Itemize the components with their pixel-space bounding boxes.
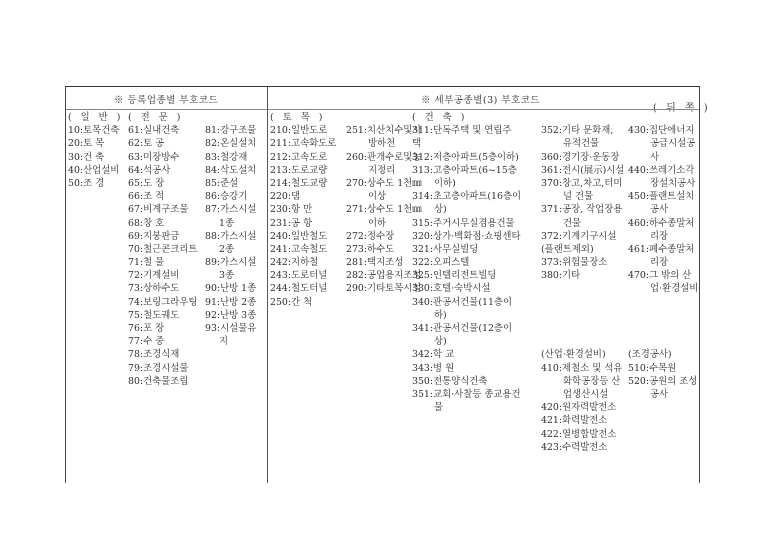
list-item: 421:화력발전소 xyxy=(541,415,608,427)
list-item: (플랜트제외) xyxy=(541,243,594,255)
list-item: 315:주거시무실겸용건물 xyxy=(412,217,515,229)
list-item: 231:공 항 xyxy=(270,217,313,229)
list-item: 66:조 적 xyxy=(128,191,165,203)
list-item: 340:관공서건물(11층이 xyxy=(412,296,513,308)
architecture-label: ( 건 축 ) xyxy=(412,112,468,123)
list-item: 상) xyxy=(434,204,447,216)
list-item: 342:학 교 xyxy=(412,349,455,361)
list-item: 68:창 호 xyxy=(128,217,165,229)
civil-column-2 xyxy=(346,124,422,295)
list-item: 30:건 축 xyxy=(68,151,105,163)
list-item: 321:사무실빌딩 xyxy=(412,243,479,255)
list-item: 92:난방 3종 xyxy=(205,309,257,321)
list-item: 343:병 원 xyxy=(412,362,455,374)
list-item: 40:산업설비 xyxy=(68,164,120,176)
list-item: 업생산시설 xyxy=(563,388,609,400)
list-item: 82:온실설치 xyxy=(205,138,257,150)
list-item: 50:조 경 xyxy=(68,177,105,189)
list-item: 372:기계기구시설 xyxy=(541,230,617,242)
list-item: 271:상수도 1천㎜ xyxy=(346,204,422,216)
list-item: 360:경기장·운동장 xyxy=(541,151,620,163)
list-item: 461:폐수종말처 xyxy=(628,243,695,255)
architecture-column-1 xyxy=(412,111,521,414)
list-item: 520:공원의 조성 xyxy=(628,375,698,387)
list-item: 65:도 장 xyxy=(128,177,165,189)
list-item: 물 xyxy=(434,402,444,414)
civil-label: ( 토 목 ) xyxy=(270,112,326,123)
landscape-column xyxy=(628,348,697,401)
list-item: 314:초고층아파트(16층이 xyxy=(412,191,522,203)
list-item: 상) xyxy=(434,336,447,348)
code-table xyxy=(65,86,700,483)
list-item: 93:시설물유 xyxy=(205,323,257,334)
landscape-label: (조경공사) xyxy=(628,349,672,361)
list-item: 370:창고,차고,터미 xyxy=(541,177,623,189)
specialty-label: ( 전 문 ) xyxy=(128,112,184,123)
page-side-note: ( 뒤 쪽 ) xyxy=(653,103,711,114)
list-item: 73:상하수도 xyxy=(128,283,180,295)
list-item: 420:원자력발전소 xyxy=(541,402,617,414)
list-item: 85:준설 xyxy=(205,177,239,189)
list-item: 330:호텔·숙박시설 xyxy=(412,283,491,295)
registered-header: ※ 등록업종별 부호코드 xyxy=(114,95,219,106)
list-item: 공사 xyxy=(650,388,669,400)
list-item: 69:지붕판금 xyxy=(128,230,180,242)
list-item: 79:조경시설물 xyxy=(128,362,189,374)
list-item: 3종 xyxy=(219,270,235,282)
list-item: 61:실내건축 xyxy=(128,125,180,137)
list-item: 업·환경설비 xyxy=(650,283,699,295)
list-item: 470:그 밖의 산 xyxy=(628,270,692,282)
list-item: 89:가스시설 xyxy=(205,257,257,269)
list-item: 81:강구조물 xyxy=(205,125,257,137)
list-item: 1종 xyxy=(219,217,235,229)
list-item: 214:철도교량 xyxy=(270,177,328,189)
list-item: 공사 xyxy=(650,204,669,216)
industrial-upper-column xyxy=(628,124,698,295)
list-item: 422:열병합발전소 xyxy=(541,428,617,440)
list-item: 341:관공서건물(12층이 xyxy=(412,323,513,334)
list-item: 270:상수도 1천㎜ xyxy=(346,177,422,189)
list-item: 71:철 물 xyxy=(128,257,165,269)
list-item: 260:관개수로및농 xyxy=(346,151,422,163)
specialty-column-1 xyxy=(128,111,197,388)
list-item: 220:댐 xyxy=(270,191,301,203)
list-item: 320:상가·백화점·쇼핑센타 xyxy=(412,230,521,242)
industrial-column xyxy=(541,348,622,454)
column-divider xyxy=(267,87,268,483)
architecture-column-2 xyxy=(541,124,624,282)
general-label: ( 일 반 ) xyxy=(68,112,124,123)
list-item: 210:일반도로 xyxy=(270,125,328,137)
list-item: 322:오피스텔 xyxy=(412,257,470,269)
list-item: 널 건물 xyxy=(563,191,594,203)
list-item: 76:포 장 xyxy=(128,323,165,334)
list-item: 244:철도터널 xyxy=(270,283,328,295)
list-item: 510:수목원 xyxy=(628,362,677,374)
list-item: 423:수력발전소 xyxy=(541,441,608,453)
list-item: 272:정수장 xyxy=(346,230,395,242)
list-item: 2종 xyxy=(219,243,235,255)
list-item: 63:미장방수 xyxy=(128,151,180,163)
list-item: 77:수 중 xyxy=(128,336,165,348)
list-item: 211:고속화도로 xyxy=(270,138,337,150)
list-item: 공급시설공 xyxy=(650,138,696,150)
list-item: 91:난방 2종 xyxy=(205,296,257,308)
list-item: 380:기타 xyxy=(541,270,581,282)
list-item: 10:토목건축 xyxy=(68,125,120,137)
list-item: 건물 xyxy=(563,217,582,229)
industrial-label: (산업·환경설비) xyxy=(541,349,606,361)
list-item: 230:항 만 xyxy=(270,204,313,216)
list-item: 88:가스시설 xyxy=(205,230,257,242)
civil-column-1 xyxy=(270,111,336,309)
list-item: 281:택지조성 xyxy=(346,257,404,269)
list-item: 83:철강재 xyxy=(205,151,248,163)
list-item: 311:단독주택 및 연립주 xyxy=(412,125,512,137)
list-item: 62:토 공 xyxy=(128,138,165,150)
list-item: 장설치공사 xyxy=(650,177,696,189)
list-item: 312:저층아파트(5층이하) xyxy=(412,151,519,163)
list-item: 282:공업용지조성 xyxy=(346,270,422,282)
list-item: 하) xyxy=(434,309,447,321)
list-item: 84:삭도설치 xyxy=(205,164,257,176)
list-item: 250:간 척 xyxy=(270,296,313,308)
list-item: 373:위험물장소 xyxy=(541,257,608,269)
list-item: 리장 xyxy=(650,230,669,242)
specialty-column-2 xyxy=(205,124,256,348)
list-item: 방하천 xyxy=(368,138,396,150)
list-item: 325:인텔리전트빌딩 xyxy=(412,270,497,282)
list-item: 64:석공사 xyxy=(128,164,171,176)
list-item: 352:기타 문화재, xyxy=(541,125,614,137)
list-item: 75:철도궤도 xyxy=(128,309,180,321)
list-item: 241:고속철도 xyxy=(270,243,328,255)
list-item: 사 xyxy=(650,151,660,163)
list-item: 361:전시(展示)시설 xyxy=(541,164,625,176)
list-item: 273:하수도 xyxy=(346,243,395,255)
list-item: 택 xyxy=(412,138,422,150)
list-item: 87:가스시설 xyxy=(205,204,257,216)
list-item: 이하 xyxy=(368,217,387,229)
list-item: 242:지하철 xyxy=(270,257,319,269)
list-item: 86:승강기 xyxy=(205,191,248,203)
list-item: 410:제철소 및 석유 xyxy=(541,362,623,374)
list-item: 243:도로터널 xyxy=(270,270,328,282)
list-item: 80:건축물조립 xyxy=(128,375,189,387)
list-item: 213:도로교량 xyxy=(270,164,328,176)
list-item: 450:플랜트설치 xyxy=(628,191,695,203)
detailed-header: ※ 세부공종별(3) 부호코드 xyxy=(421,95,541,106)
list-item: 지 xyxy=(219,336,229,348)
list-item: 72:기계설비 xyxy=(128,270,180,282)
list-item: 이하) xyxy=(434,177,456,189)
list-item: 251:치산치수및사 xyxy=(346,125,422,137)
list-item: 67:비계구조물 xyxy=(128,204,189,216)
list-item: 290:기타토목시설 xyxy=(346,283,422,295)
list-item: 350:전통양식건축 xyxy=(412,375,488,387)
list-item: 460:하수종말처 xyxy=(628,217,695,229)
list-item: 유적건물 xyxy=(563,138,600,150)
list-item: 351:교회·사찰등 종교용건 xyxy=(412,388,521,400)
list-item: 440:쓰레기소각 xyxy=(628,164,695,176)
list-item: 이상 xyxy=(368,191,387,203)
list-item: 313:고층아파트(6~15층 xyxy=(412,164,517,176)
list-item: 70:철근콘크리트 xyxy=(128,243,198,255)
list-item: 212:고속도로 xyxy=(270,151,328,163)
list-item: 화학공장등 산 xyxy=(563,375,621,387)
list-item: 78:조경식재 xyxy=(128,349,180,361)
list-item: 90:난방 1종 xyxy=(205,283,257,295)
list-item: 371:공장, 작업장용 xyxy=(541,204,623,216)
list-item: 430:집단에너지 xyxy=(628,125,695,137)
list-item: 20:토 목 xyxy=(68,138,105,150)
list-item: 240:일반철도 xyxy=(270,230,328,242)
list-item: 지정리 xyxy=(368,164,396,176)
list-item: 리장 xyxy=(650,257,669,269)
general-column xyxy=(68,111,123,190)
list-item: 74:보링그라우팅 xyxy=(128,296,198,308)
